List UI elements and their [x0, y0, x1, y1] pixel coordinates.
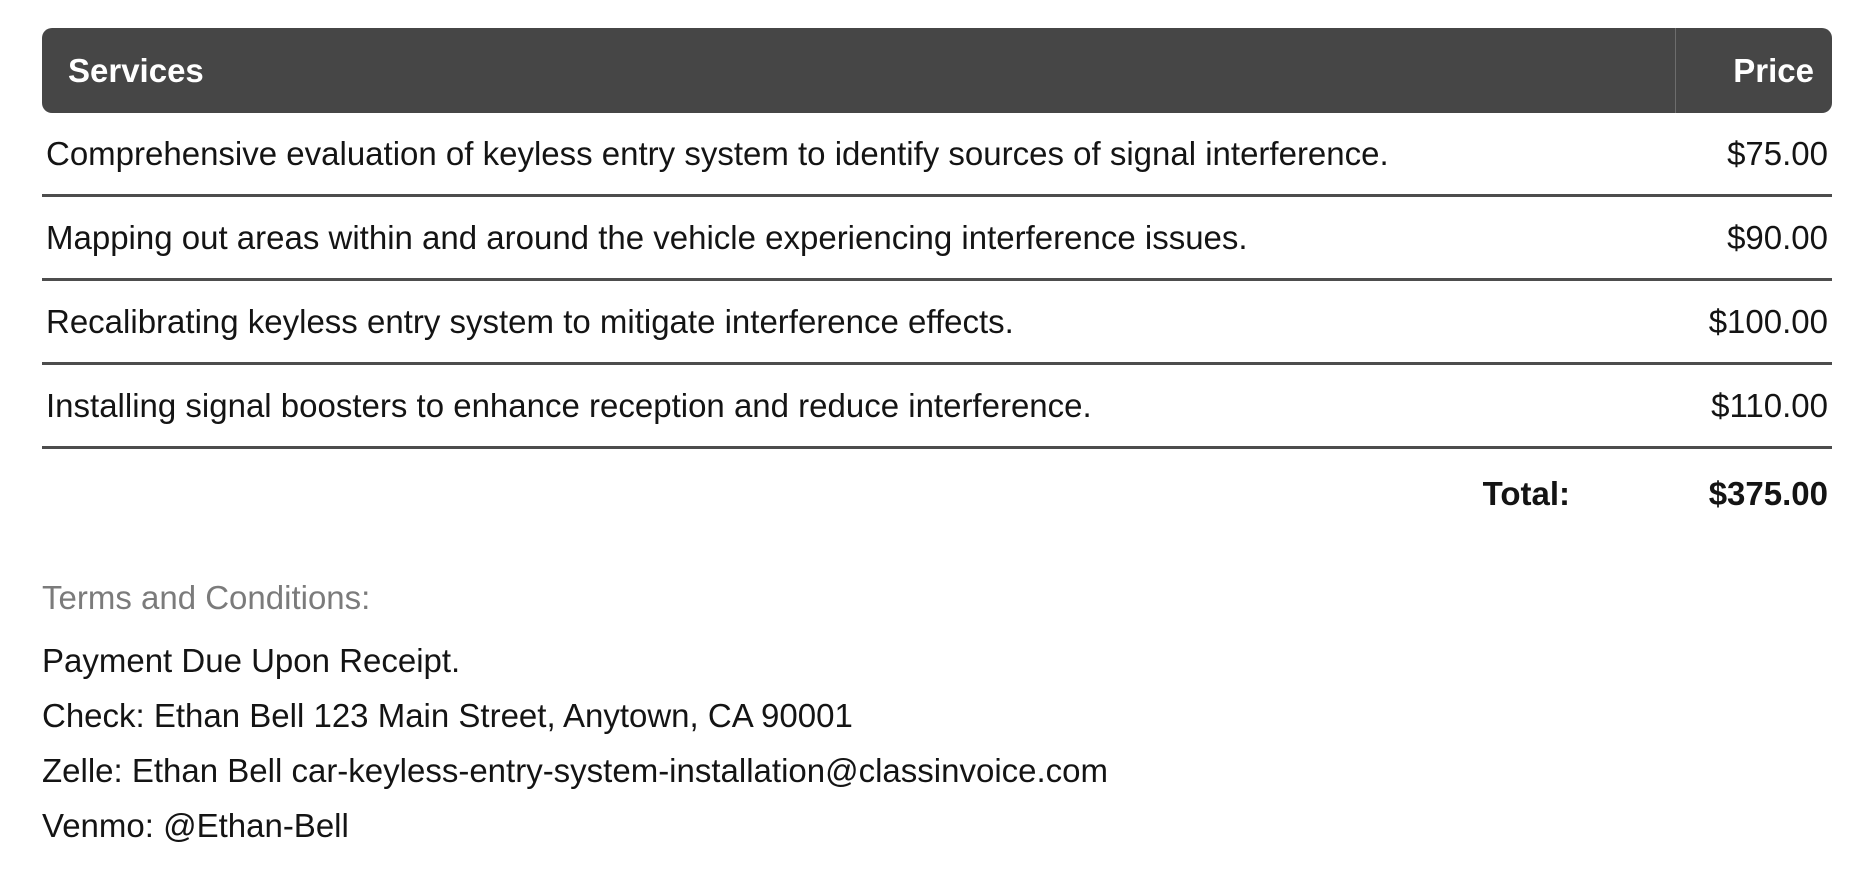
terms-and-conditions-section	[42, 579, 1830, 853]
service-price: $75.00	[1727, 134, 1828, 172]
table-row	[42, 365, 1832, 449]
terms-line-payment-due: Payment Due Upon Receipt.	[42, 642, 461, 679]
table-header-row	[42, 28, 1832, 113]
terms-line-zelle: Zelle: Ethan Bell car-keyless-entry-system-installation@classinvoice.com	[42, 752, 1109, 789]
total-row	[42, 449, 1832, 539]
service-description: Comprehensive evaluation of keyless entry system to identify sources of signal interference.	[46, 134, 1389, 172]
column-header-price: Price	[1675, 28, 1832, 113]
table-row	[42, 197, 1832, 281]
service-price: $110.00	[1711, 386, 1828, 424]
terms-line-check: Check: Ethan Bell 123 Main Street, Anytown, CA 90001	[42, 697, 853, 734]
total-value: $375.00	[1708, 475, 1828, 512]
total-label: Total:	[1482, 475, 1570, 512]
service-price: $100.00	[1708, 302, 1828, 340]
table-row	[42, 281, 1832, 365]
table-row	[42, 113, 1832, 197]
service-price: $90.00	[1727, 218, 1828, 256]
service-description: Recalibrating keyless entry system to mitigate interference effects.	[46, 302, 1014, 340]
services-table	[42, 28, 1832, 539]
terms-heading: Terms and Conditions:	[42, 579, 371, 616]
column-header-services: Services	[68, 51, 204, 89]
service-description: Installing signal boosters to enhance reception and reduce interference.	[46, 386, 1092, 424]
terms-line-venmo: Venmo: @Ethan-Bell	[42, 807, 349, 844]
service-description: Mapping out areas within and around the vehicle experiencing interference issues.	[46, 218, 1248, 256]
